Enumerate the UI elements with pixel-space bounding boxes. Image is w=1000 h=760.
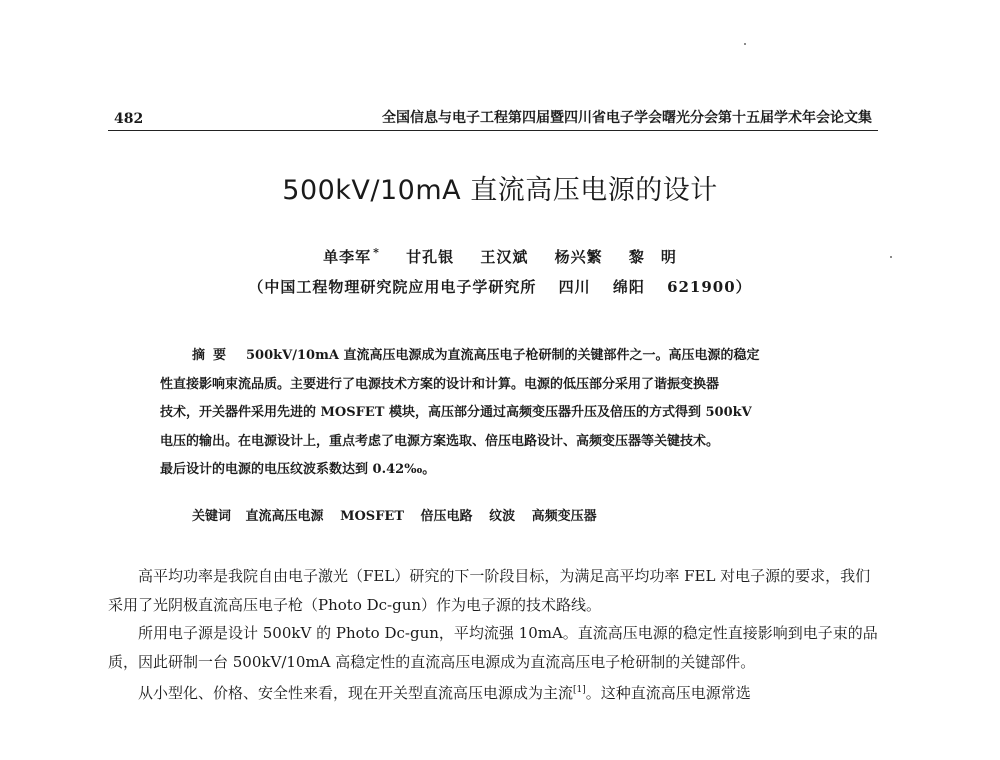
keyword: 高频变压器 bbox=[531, 509, 597, 524]
keywords-label: 关键词 bbox=[192, 509, 232, 524]
author: 单李军 * bbox=[323, 246, 380, 266]
proceedings-title: 全国信息与电子工程第四届暨四川省电子学会曙光分会第十五届学术年会论文集 bbox=[382, 110, 872, 126]
abstract-line: 摘要 500kV/10mA 直流高压电源成为直流高压电子枪研制的关键部件之一。高压电源的稳定 bbox=[192, 348, 760, 363]
abstract-line: 技术，开关器件采用先进的 MOSFET 模块，高压部分通过高频变压器升压及倍压的方式得到 500kV bbox=[160, 405, 752, 420]
page-number: 482 bbox=[114, 111, 144, 127]
citation-ref: [1] bbox=[573, 685, 586, 695]
author: 杨兴繁 bbox=[554, 248, 603, 266]
corresponding-author-mark: * bbox=[373, 246, 380, 259]
affiliation-city: 绵阳 bbox=[612, 278, 645, 296]
keyword: 纹波 bbox=[489, 509, 516, 524]
abstract-line: 性直接影响束流品质。主要进行了电源技术方案的设计和计算。电源的低压部分采用了谐振变换器 bbox=[160, 376, 720, 392]
author: 黎 明 bbox=[628, 248, 677, 266]
abstract-line: 最后设计的电源的电压纹波系数达到 0.42‰。 bbox=[160, 462, 436, 477]
author: 王汉斌 bbox=[480, 248, 529, 266]
affiliation-province: 四川 bbox=[558, 278, 591, 296]
author: 甘孔银 bbox=[406, 248, 455, 266]
affiliation-institute: （中国工程物理研究院应用电子学研究所 bbox=[248, 278, 537, 296]
author-list bbox=[0, 246, 1000, 267]
keywords bbox=[192, 505, 609, 524]
keyword: MOSFET bbox=[340, 509, 405, 524]
scan-speck bbox=[890, 256, 892, 258]
affiliation-postcode: 621900） bbox=[667, 278, 752, 296]
body-text bbox=[108, 562, 883, 708]
abstract bbox=[160, 342, 830, 485]
abstract-line: 电压的输出。在电源设计上，重点考虑了电源方案选取、倍压电路设计、高频变压器等关键技术。 bbox=[160, 433, 720, 449]
abstract-label: 摘要 bbox=[192, 348, 235, 363]
paper-title: 500kV/10mA 直流高压电源的设计 bbox=[282, 175, 718, 206]
affiliation bbox=[0, 276, 1000, 297]
running-header bbox=[108, 106, 878, 131]
keyword: 倍压电路 bbox=[420, 509, 473, 524]
scan-speck bbox=[744, 43, 746, 45]
paragraph: 从小型化、价格、安全性来看，现在开关型直流高压电源成为主流[1]。这种直流高压电源常选 bbox=[138, 684, 751, 702]
keyword: 直流高压电源 bbox=[245, 509, 324, 524]
paragraph: 高平均功率是我院自由电子激光（FEL）研究的下一阶段目标，为满足高平均功率 FEL 对电子源的要求，我们采用了光阴极直流高压电子枪（Photo Dc-gun）作为电子源的技术路线。 bbox=[108, 567, 871, 614]
paragraph: 所用电子源是设计 500kV 的 Photo Dc-gun，平均流强 10mA。直流高压电源的稳定性直接影响到电子束的品质，因此研制一台 500kV/10mA 高稳定性的直流高压电源成为直流高压电子枪研制的关键部件。 bbox=[108, 624, 878, 671]
